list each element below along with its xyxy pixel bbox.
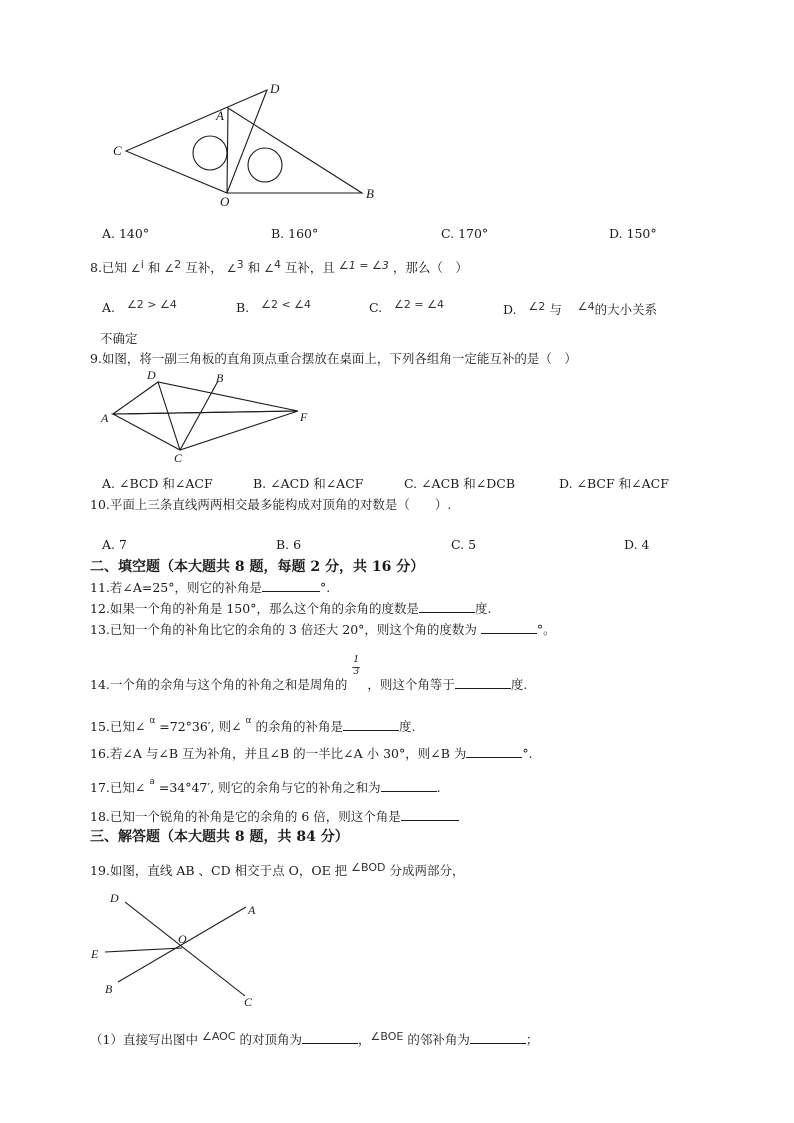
label-e: E [91,947,99,961]
q19-part1: （1）直接写出图中 ∠AOC 的对顶角为 ，∠BOE 的邻补角为 ； [90,1030,539,1047]
section-2-heading: 二、填空题（本大题共 8 题，每题 2 分，共 16 分） [90,559,425,575]
q8-option-d-continued: 不确定 [100,331,138,346]
q19-stem: 19.如图，直线 AB 、CD 相交于点 O，OE 把 ∠BOD 分成两部分， [90,861,465,878]
label-b: B [105,982,113,996]
q10-option-a: A. 7 [102,537,127,552]
q8-option-a: A. ∠2 > ∠4 [102,298,177,315]
q15: 15.已知∠ $^\alpha$ =72°36′, 则∠ $^\alpha$ 的余角的补角是 度. [90,716,416,734]
q8-option-b: B. ∠2 < ∠4 [236,298,312,315]
answer-blank[interactable] [419,600,475,613]
circle-right [248,148,282,182]
label-b: B [216,371,224,385]
q14: 14.一个角的余角与这个角的补角之和是周角的 $\frac{1}{3}$ ，则这个角等于 度. [90,655,528,692]
q9-stem: 9.如图，将一副三角板的直角顶点重合摆放在桌面上，下列各组角一定能互补的是（ ） [90,351,577,366]
label-o: O [178,932,187,946]
q7-option-d: D. 150° [609,226,657,241]
label-d: D [110,891,119,905]
answer-blank[interactable] [481,621,537,634]
triangle-acf [113,411,298,450]
q12: 12.如果一个角的补角是 150°，那么这个角的余角的度数是 度. [90,601,492,616]
circle-left [193,136,227,170]
answer-blank[interactable] [262,579,320,592]
q13: 13.已知一个角的补角比它的余角的 3 倍还大 20°，则这个角的度数为 °。 [90,622,556,637]
q16: 16.若∠A 与∠B 互为补角，并且∠B 的一半比∠A 小 30°，则∠B 为 °. [90,746,533,761]
answer-blank[interactable] [401,808,459,821]
triangle-cdo [126,90,267,193]
label-b: B [366,186,374,201]
q7-option-b: B. 160° [271,226,319,241]
label-a: A [248,903,256,917]
q8-option-c: C. ∠2 = ∠4 [369,298,444,315]
answer-blank[interactable] [466,745,522,758]
q9-option-d: D. ∠BCF 和∠ACF [559,476,669,491]
label-o: O [220,194,230,209]
label-d: D [147,368,156,382]
q17: 17.已知∠ $^a$ =34°47′, 则它的余角与它的补角之和为 . [90,777,441,795]
label-f: F [300,410,308,424]
label-c: C [113,143,122,158]
answer-blank[interactable] [381,779,437,792]
q7-option-c: C. 170° [441,226,489,241]
label-d: D [270,81,280,96]
label-a: A [216,108,224,123]
figure-set-squares [98,365,323,465]
triangle-aob [227,108,362,193]
q9-option-c: C. ∠ACB 和∠DCB [404,476,516,491]
figure-two-triangles [100,78,390,213]
answer-blank[interactable] [343,718,399,731]
figure-intersecting-lines [88,888,278,1013]
line-dc [125,902,245,996]
q18: 18.已知一个锐角的补角是它的余角的 6 倍，则这个角是 [90,807,459,825]
q7-option-a: A. 140° [102,226,150,241]
q8-stem: 8.已知 ∠i 和 ∠2 互补， ∠3 和 ∠4 互补，且 ∠1 = ∠3 ，那么（ ） [90,258,468,275]
q10-stem: 10.平面上三条直线两两相交最多能构成对顶角的对数是（ ）. [90,497,452,512]
triangle-adf [113,382,298,414]
answer-blank[interactable] [302,1031,358,1044]
q10-option-d: D. 4 [624,537,650,552]
q10-option-b: B. 6 [276,537,302,552]
q9-option-a: A. ∠BCD 和∠ACF [102,476,213,491]
q10-option-c: C. 5 [451,537,477,552]
label-c: C [174,451,183,465]
q9-option-b: B. ∠ACD 和∠ACF [253,476,364,491]
q8-option-d: D. ∠2 与 ∠4的大小关系 [503,300,658,317]
label-a: A [101,411,109,425]
answer-blank[interactable] [470,1031,526,1044]
label-c: C [244,995,253,1009]
q11: 11.若∠A=25°，则它的补角是 °. [90,580,331,595]
fraction-one-third: $\frac{1}{3}$ [353,655,360,677]
answer-blank[interactable] [455,676,511,689]
section-3-heading: 三、解答题（本大题共 8 题，共 84 分） [90,829,349,845]
